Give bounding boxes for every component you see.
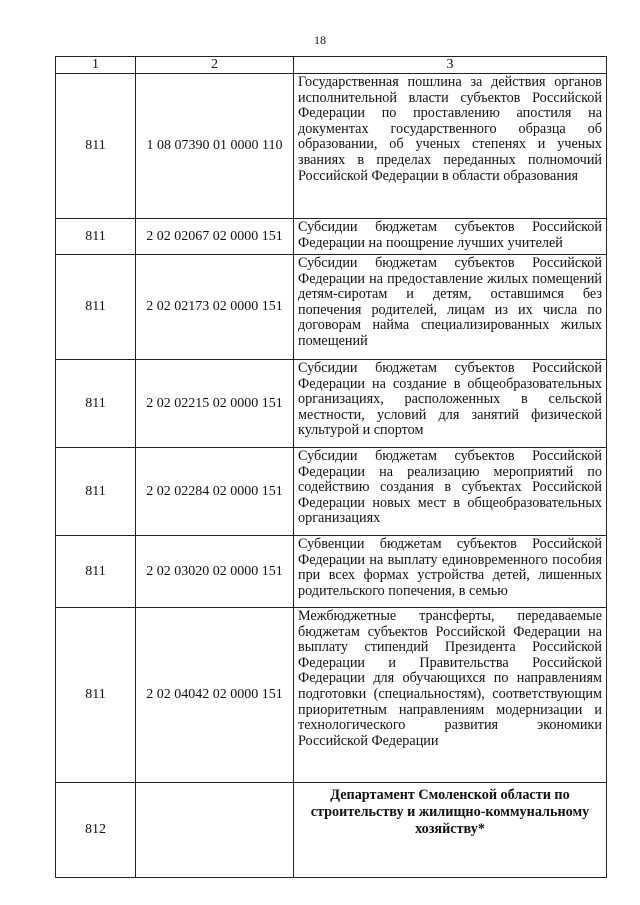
admin-code-cell: 811 — [56, 360, 136, 448]
table-row — [56, 219, 607, 255]
revenue-name-cell: Субвенции бюджетам субъектов Российской Федерации на выплату единовременного пособия при всех формах устройства детей, лишенных родительского попечения, в семью — [294, 536, 607, 608]
revenue-code-cell: 1 08 07390 01 0000 110 — [136, 74, 294, 219]
admin-code-cell: 811 — [56, 255, 136, 360]
revenue-name-cell: Государственная пошлина за действия органов исполнительной власти субъектов Российской Федерации по проставлению апостиля на документах государственного образца об образовании, об ученых степенях и ученых званиях в пределах переданных полномочий Российской Федерации в области образования — [294, 74, 607, 219]
table-row — [56, 74, 607, 219]
revenue-code-cell: 2 02 03020 02 0000 151 — [136, 536, 294, 608]
revenue-name-cell: Межбюджетные трансферты, передаваемые бюджетам субъектов Российской Федерации на выплату стипендий Президента Российской Федерации и Правительства Российской Федерации для обучающихся по направлениям подготовки (специальностям), соответствующим приоритетным направлениям модернизации и технологического развития экономики Российской Федерации — [294, 608, 607, 783]
admin-code-cell: 811 — [56, 608, 136, 783]
admin-code-cell: 811 — [56, 74, 136, 219]
table-header-row — [56, 57, 607, 74]
revenue-name-cell: Субсидии бюджетам субъектов Российской Федерации на поощрение лучших учителей — [294, 219, 607, 255]
revenue-code-cell — [136, 783, 294, 878]
admin-code-cell: 811 — [56, 219, 136, 255]
table-row — [56, 608, 607, 783]
revenue-code-cell: 2 02 02067 02 0000 151 — [136, 219, 294, 255]
revenue-code-cell: 2 02 02284 02 0000 151 — [136, 448, 294, 536]
table-row — [56, 536, 607, 608]
table-row — [56, 360, 607, 448]
revenue-name-cell: Субсидии бюджетам субъектов Российской Федерации на реализацию мероприятий по содействию создания в субъектах Российской Федерации новых мест в общеобразовательных организациях — [294, 448, 607, 536]
admin-code-cell: 812 — [56, 783, 136, 878]
revenue-codes-table — [55, 56, 607, 878]
revenue-code-cell: 2 02 02215 02 0000 151 — [136, 360, 294, 448]
revenue-code-cell: 2 02 02173 02 0000 151 — [136, 255, 294, 360]
admin-code-cell: 811 — [56, 448, 136, 536]
admin-code-cell: 811 — [56, 536, 136, 608]
table-row — [56, 448, 607, 536]
department-heading-cell: Департамент Смоленской области по строительству и жилищно-коммунальному хозяйству* — [294, 783, 607, 878]
column-header-1: 1 — [56, 57, 136, 74]
revenue-name-cell: Субсидии бюджетам субъектов Российской Федерации на создание в общеобразовательных организациях, расположенных в сельской местности, условий для занятий физической культурой и спортом — [294, 360, 607, 448]
column-header-2: 2 — [136, 57, 294, 74]
revenue-code-cell: 2 02 04042 02 0000 151 — [136, 608, 294, 783]
revenue-name-cell: Субсидии бюджетам субъектов Российской Федерации на предоставление жилых помещений детям-сиротам и детям, оставшимся без попечения родителей, лицам из их числа по договорам найма специализированных жилых помещений — [294, 255, 607, 360]
table-row — [56, 783, 607, 878]
page-number: 18 — [314, 33, 326, 47]
table-row — [56, 255, 607, 360]
column-header-3: 3 — [294, 57, 607, 74]
